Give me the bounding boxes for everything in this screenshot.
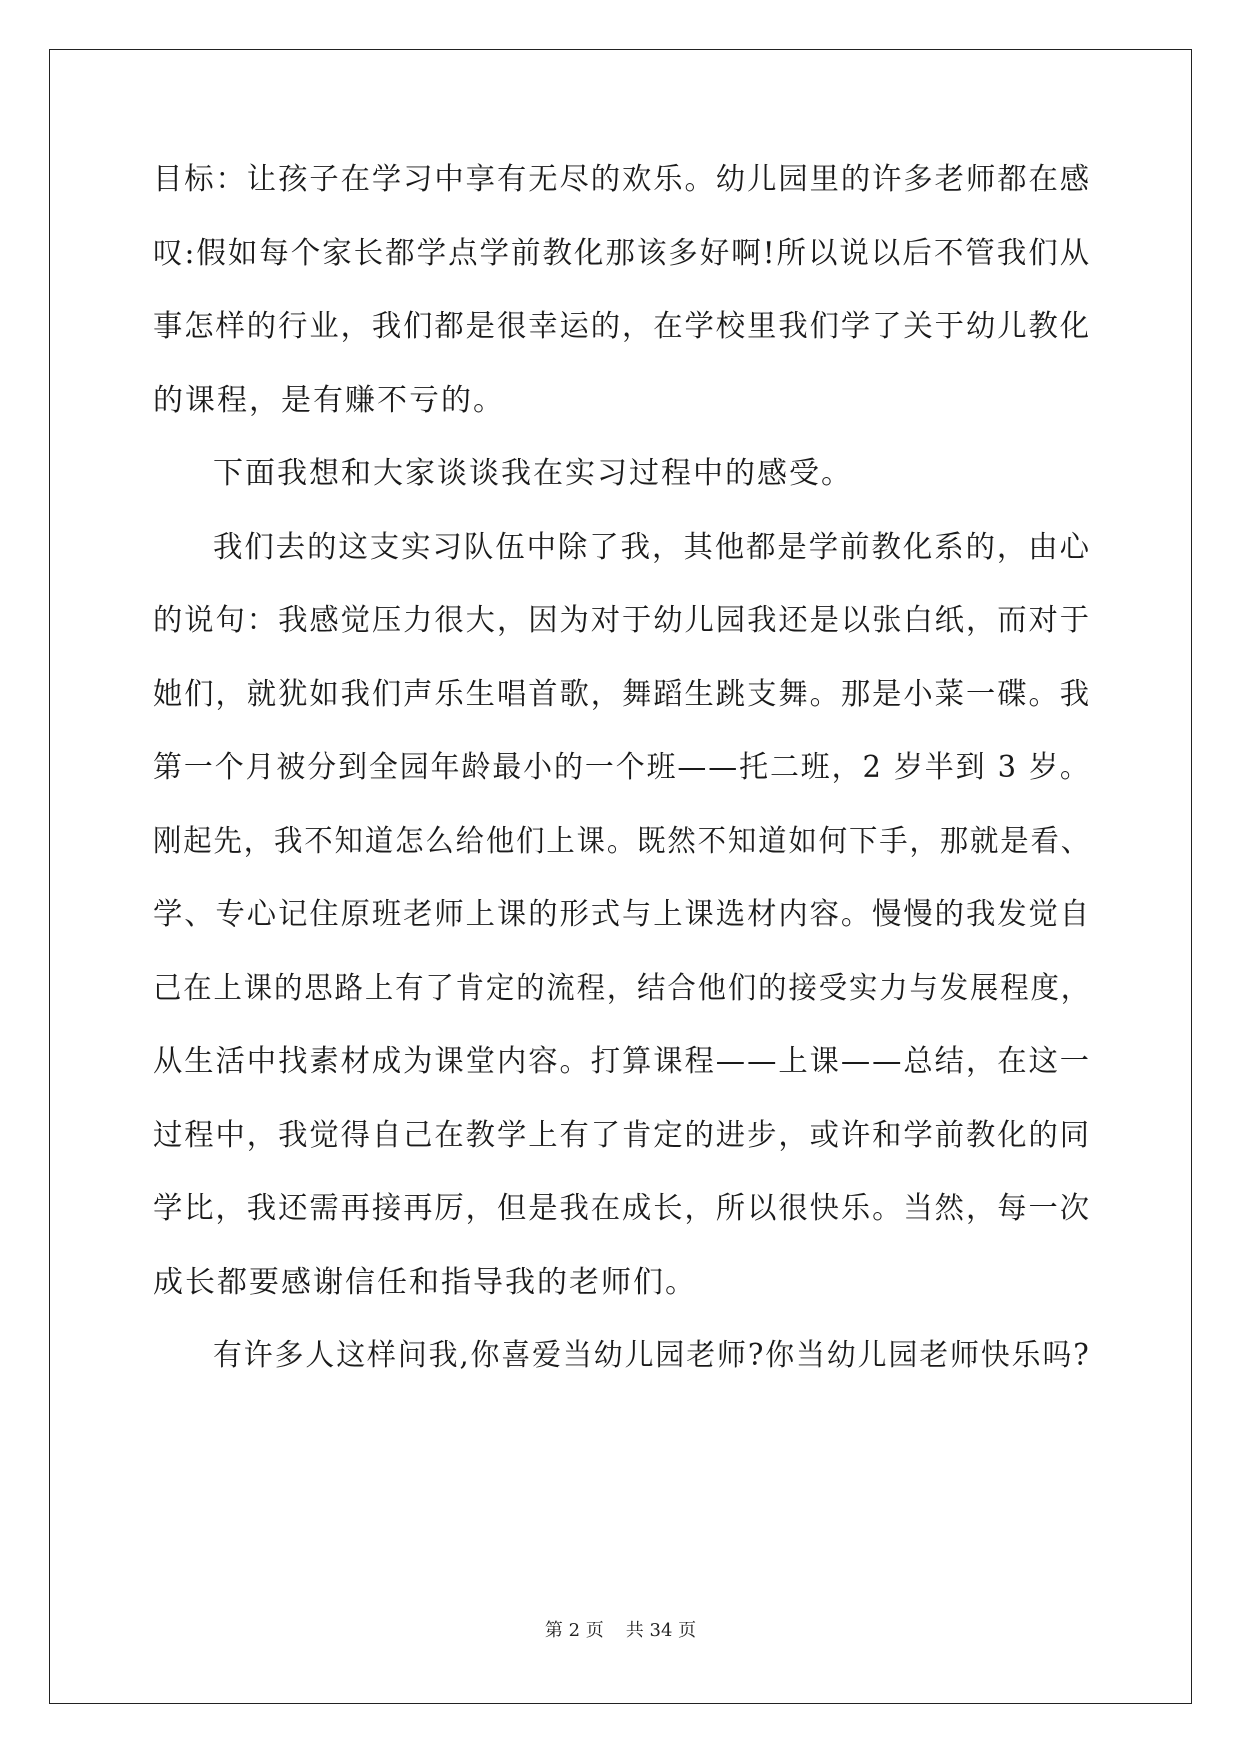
page-total: 共 34 页 [625, 1620, 697, 1641]
page-border [49, 49, 1192, 1704]
text-line: 成长都要感谢信任和指导我的老师们。 [153, 1265, 697, 1300]
text-line: 目标：让孩子在学习中享有无尽的欢乐。幼儿园里的许多老师都在感 [153, 162, 1092, 197]
page-footer [0, 1620, 1241, 1642]
page-number: 第 2 页 [544, 1620, 604, 1641]
text-line: 的说句：我感觉压力很大，因为对于幼儿园我还是以张白纸，而对于 [153, 603, 1092, 638]
text-line: 学、专心记住原班老师上课的形式与上课选材内容。慢慢的我发觉自 [153, 897, 1092, 932]
text-line: 叹:假如每个家长都学点学前教化那该多好啊!所以说以后不管我们从 [153, 236, 1092, 271]
text-line: 从生活中找素材成为课堂内容。打算课程——上课——总结，在这一 [153, 1044, 1092, 1079]
text-line: 己在上课的思路上有了肯定的流程，结合他们的接受实力与发展程度， [153, 971, 1092, 1006]
paragraph-first-line: 下面我想和大家谈谈我在实习过程中的感受。 [213, 456, 853, 491]
paragraph-first-line: 我们去的这支实习队伍中除了我，其他都是学前教化系的，由心 [213, 530, 1091, 565]
text-line: 学比，我还需再接再厉，但是我在成长，所以很快乐。当然，每一次 [153, 1191, 1092, 1226]
text-line: 第一个月被分到全园年龄最小的一个班——托二班，2 岁半到 3 岁。 [153, 750, 1091, 785]
text-line: 的课程，是有赚不亏的。 [153, 383, 505, 418]
text-line: 刚起先，我不知道怎么给他们上课。既然不知道如何下手，那就是看、 [153, 824, 1092, 859]
text-line: 事怎样的行业，我们都是很幸运的，在学校里我们学了关于幼儿教化 [153, 309, 1092, 344]
text-line: 过程中，我觉得自己在教学上有了肯定的进步，或许和学前教化的同 [153, 1118, 1092, 1153]
text-line: 她们，就犹如我们声乐生唱首歌，舞蹈生跳支舞。那是小菜一碟。我 [153, 677, 1092, 712]
paragraph-first-line: 有许多人这样问我,你喜爱当幼儿园老师?你当幼儿园老师快乐吗? [213, 1338, 1091, 1373]
